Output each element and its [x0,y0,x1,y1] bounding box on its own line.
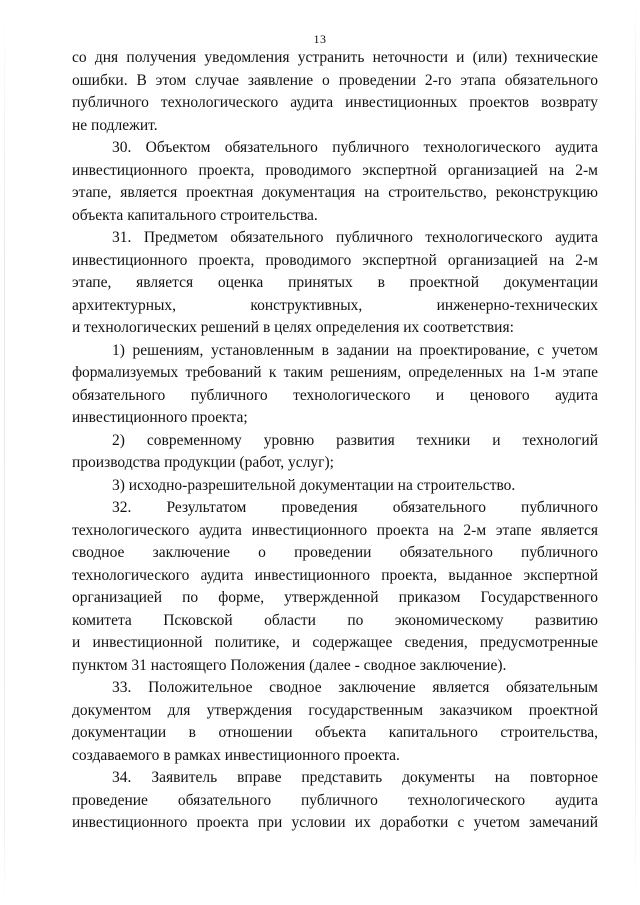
text-line: публичного технологического аудита инвестиционных проектов возврату [72,94,598,111]
text-line: создаваемого в рамках инвестиционного проекта. [72,746,400,764]
text-line: 3) исходно-разрешительной документации на строительство. [112,476,516,494]
text-line: объекта капитального строительства. [72,206,318,224]
text-line: формализуемых требований к таким решениям, определенных на 1-м этапе [72,364,598,381]
text-line: пунктом 31 настоящего Положения (далее - сводное заключение). [72,656,507,674]
text-line: 30. Объектом обязательного публичного технологического аудита [112,139,598,156]
text-line: 32. Результатом проведения обязательного публичного [112,499,598,516]
text-line: технологического аудита инвестиционного проекта на 2-м этапе является [72,521,598,539]
text-line: инвестиционного проекта, проводимого экспертной организацией на 2-м [72,251,598,269]
text-line: ошибки. В этом случае заявление о проведении 2-го этапа обязательного [72,71,598,89]
text-line: производства продукции (работ, услуг); [72,454,334,471]
text-line: со дня получения уведомления устранить неточности и (или) технические [72,49,598,66]
text-line: инвестиционного проекта, проводимого экспертной организацией на 2-м [72,161,598,179]
text-line: инвестиционного проекта при условии их доработки с учетом замечаний [72,814,598,831]
text-line: 31. Предметом обязательного публичного технологического аудита [112,229,598,246]
text-line: 2) современному уровню развития техники и технологий [112,431,598,449]
text-line: технологического аудита инвестиционного проекта, выданное экспертной [72,566,598,584]
document-body [72,47,598,835]
text-line: документации в отношении объекта капитального строительства, [72,724,598,741]
text-line: сводное заключение о проведении обязательного публичного [72,544,598,561]
text-line: 1) решениям, установленным в задании на проектирование, с учетом [112,341,598,359]
text-line: проведение обязательного публичного технологического аудита [72,791,598,809]
text-line: архитектурных, конструктивных, инженерно-технических [72,296,598,314]
text-line: обязательного публичного технологического и ценового аудита [72,386,598,404]
text-line: 34. Заявитель вправе представить документы на повторное [112,769,598,786]
text-line: комитета Псковской области по экономическому развитию [72,611,598,629]
text-line: и технологических решений в целях определения их соответствия: [72,319,514,336]
text-line: организацией по форме, утвержденной приказом Государственного [72,589,598,606]
scan-edge-left [4,0,5,905]
text-line: и инвестиционной политике, и содержащее сведения, предусмотренные [72,634,598,651]
text-line: документом для утверждения государственным заказчиком проектной [72,701,598,719]
text-line: 33. Положительное сводное заключение является обязательным [112,679,598,696]
text-line: не подлежит. [72,116,158,134]
text-line: этапе, является проектная документация на строительство, реконструкцию [72,184,598,201]
text-line: этапе, является оценка принятых в проектной документации [72,274,598,291]
text-line: инвестиционного проекта; [72,409,248,426]
page-number: 13 [313,32,327,46]
scan-edge-right [635,0,636,905]
